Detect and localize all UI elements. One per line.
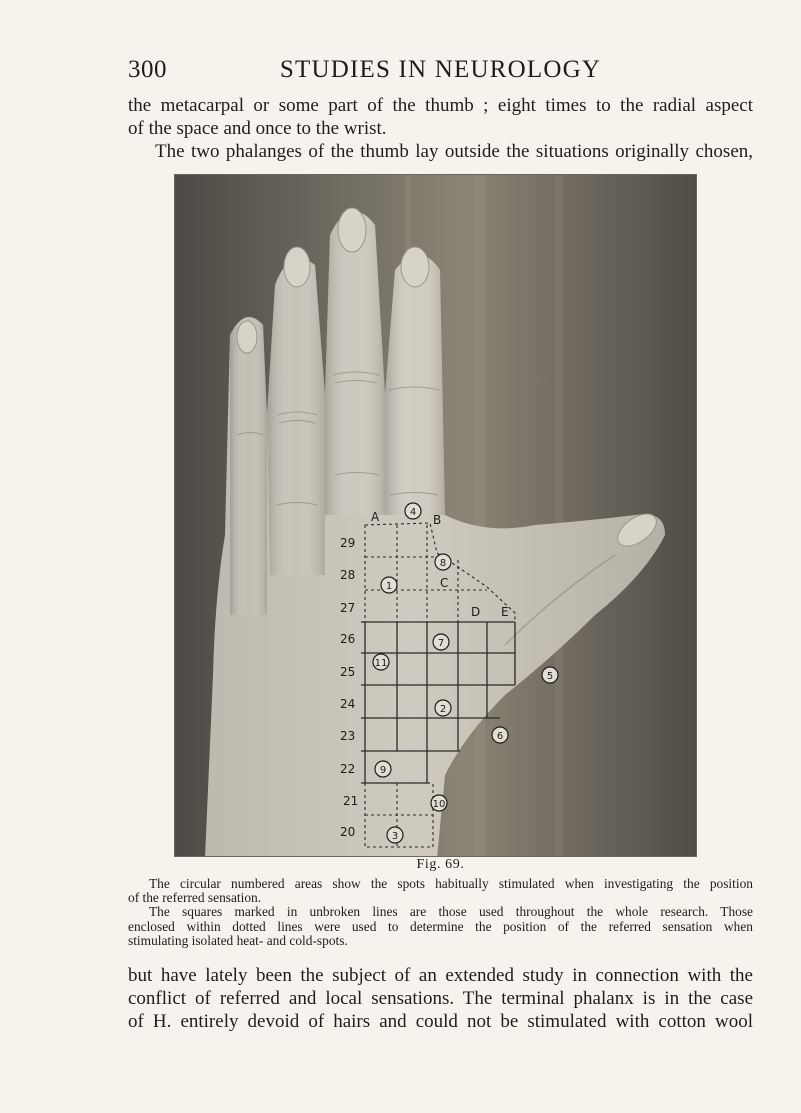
spot-number: 6 bbox=[496, 731, 504, 742]
row-number: 22 bbox=[340, 762, 356, 776]
continuation-paragraph bbox=[128, 964, 753, 1033]
text-line: conflict of referred and local sensations. The terminal phalanx is in the case bbox=[128, 988, 753, 1009]
row-number: 27 bbox=[340, 601, 356, 615]
spot-number: 5 bbox=[546, 671, 554, 682]
caption-line: of the referred sensation. bbox=[128, 890, 262, 906]
figure-plate bbox=[174, 174, 697, 857]
text-line: of the space and once to the wrist. bbox=[128, 118, 387, 139]
figure-caption bbox=[128, 877, 753, 948]
text-line: of H. entirely devoid of hairs and could not be stimulated with cotton wool bbox=[128, 1011, 753, 1032]
column-letter: E bbox=[501, 605, 509, 619]
row-number: 28 bbox=[340, 568, 356, 582]
row-number: 23 bbox=[340, 729, 356, 743]
row-number: 25 bbox=[340, 665, 356, 679]
column-letter: A bbox=[371, 510, 380, 524]
row-number: 24 bbox=[340, 697, 356, 711]
spot-number: 1 bbox=[385, 581, 393, 592]
spot-number: 8 bbox=[439, 558, 447, 569]
spot-number: 10 bbox=[432, 799, 446, 810]
spot-number: 3 bbox=[391, 831, 399, 842]
column-letter: B bbox=[433, 513, 442, 527]
spot-number: 4 bbox=[409, 507, 417, 518]
caption-line: stimulating isolated heat- and cold-spots. bbox=[128, 932, 348, 948]
caption-line: The squares marked in unbroken lines are those used throughout the whole research. Those bbox=[149, 904, 753, 920]
row-number: 29 bbox=[340, 536, 356, 550]
column-letter: D bbox=[471, 605, 481, 619]
caption-line: The circular numbered areas show the spots habitually stimulated when investigating the position bbox=[149, 876, 753, 891]
text-line: but have lately been the subject of an extended study in connection with the bbox=[128, 965, 753, 986]
intro-paragraph bbox=[128, 94, 753, 163]
column-letter: C bbox=[440, 576, 449, 590]
page-number: 300 bbox=[128, 56, 167, 83]
text-line: The two phalanges of the thumb lay outside the situations originally chosen, bbox=[155, 141, 753, 162]
text-line: the metacarpal or some part of the thumb ; eight times to the radial aspect bbox=[128, 95, 753, 116]
row-number: 20 bbox=[340, 825, 356, 839]
row-number: 26 bbox=[340, 632, 356, 646]
spot-number: 2 bbox=[439, 704, 447, 715]
running-head: STUDIES IN NEUROLOGY bbox=[279, 56, 602, 83]
spot-number: 7 bbox=[437, 638, 445, 649]
caption-line: enclosed within dotted lines were used to determine the position of the referred sensation when bbox=[128, 918, 753, 934]
page-header bbox=[128, 56, 753, 90]
spot-number: 11 bbox=[374, 658, 388, 669]
hand-photograph bbox=[175, 175, 697, 857]
figure-label: Fig. 69. bbox=[416, 857, 465, 872]
row-number: 21 bbox=[343, 794, 359, 808]
spot-number: 9 bbox=[379, 765, 387, 776]
